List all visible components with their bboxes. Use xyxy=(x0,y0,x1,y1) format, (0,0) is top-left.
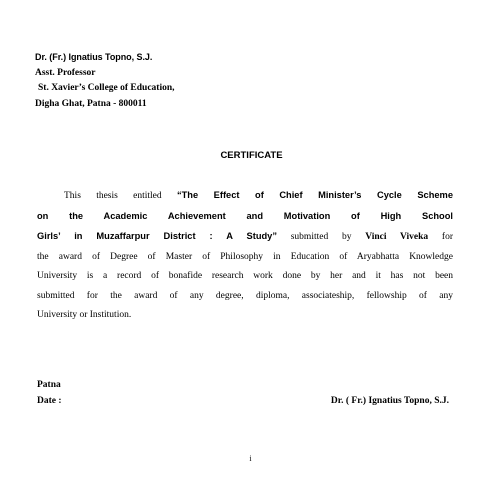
page-number: i xyxy=(249,454,252,463)
thesis-title-part-1: “The Effect of Chief Minister’s Cycle Scheme xyxy=(176,190,453,200)
certificate-body xyxy=(37,186,453,326)
signature-block xyxy=(37,377,457,409)
body-line-4: the award of Degree of Master of Philosophy in Education of Aryabhatta Knowledge xyxy=(37,251,453,262)
place-text: Patna xyxy=(37,380,61,390)
body-line-6: submitted for the award of any degree, diploma, associateship, fellowship of any xyxy=(37,290,453,301)
for-text: for xyxy=(428,232,453,242)
thesis-title-part-2: on the Academic Achievement and Motivation of High School xyxy=(37,210,453,221)
place-row xyxy=(37,377,457,393)
author-address: Digha Ghat, Patna - 800011 xyxy=(35,98,147,109)
body-line-5: University is a record of bonafide research work done by her and it has not been xyxy=(37,271,453,281)
body-line-1 xyxy=(37,186,453,207)
author-name: Dr. (Fr.) Ignatius Topno, S.J. xyxy=(35,52,153,62)
certificate-heading: CERTIFICATE xyxy=(220,150,283,161)
author-designation: Asst. Professor xyxy=(35,67,96,78)
body-line-3 xyxy=(37,227,453,248)
signatory-name: Dr. ( Fr.) Ignatius Topno, S.J. xyxy=(330,396,449,406)
body-line-2 xyxy=(37,207,453,228)
intro-text: This thesis entitled xyxy=(64,191,177,201)
date-row xyxy=(37,393,457,409)
author-header xyxy=(35,50,335,112)
date-label: Date : xyxy=(37,396,62,406)
author-college: St. Xavier’s College of Education, xyxy=(38,83,175,93)
student-name: Vinci Viveka xyxy=(365,232,429,242)
body-line-7: University or Institution. xyxy=(37,310,132,320)
thesis-title-part-3: Girls’ in Muzaffarpur District : A Study” xyxy=(37,231,277,241)
submitted-by-text: submitted by xyxy=(277,232,366,242)
